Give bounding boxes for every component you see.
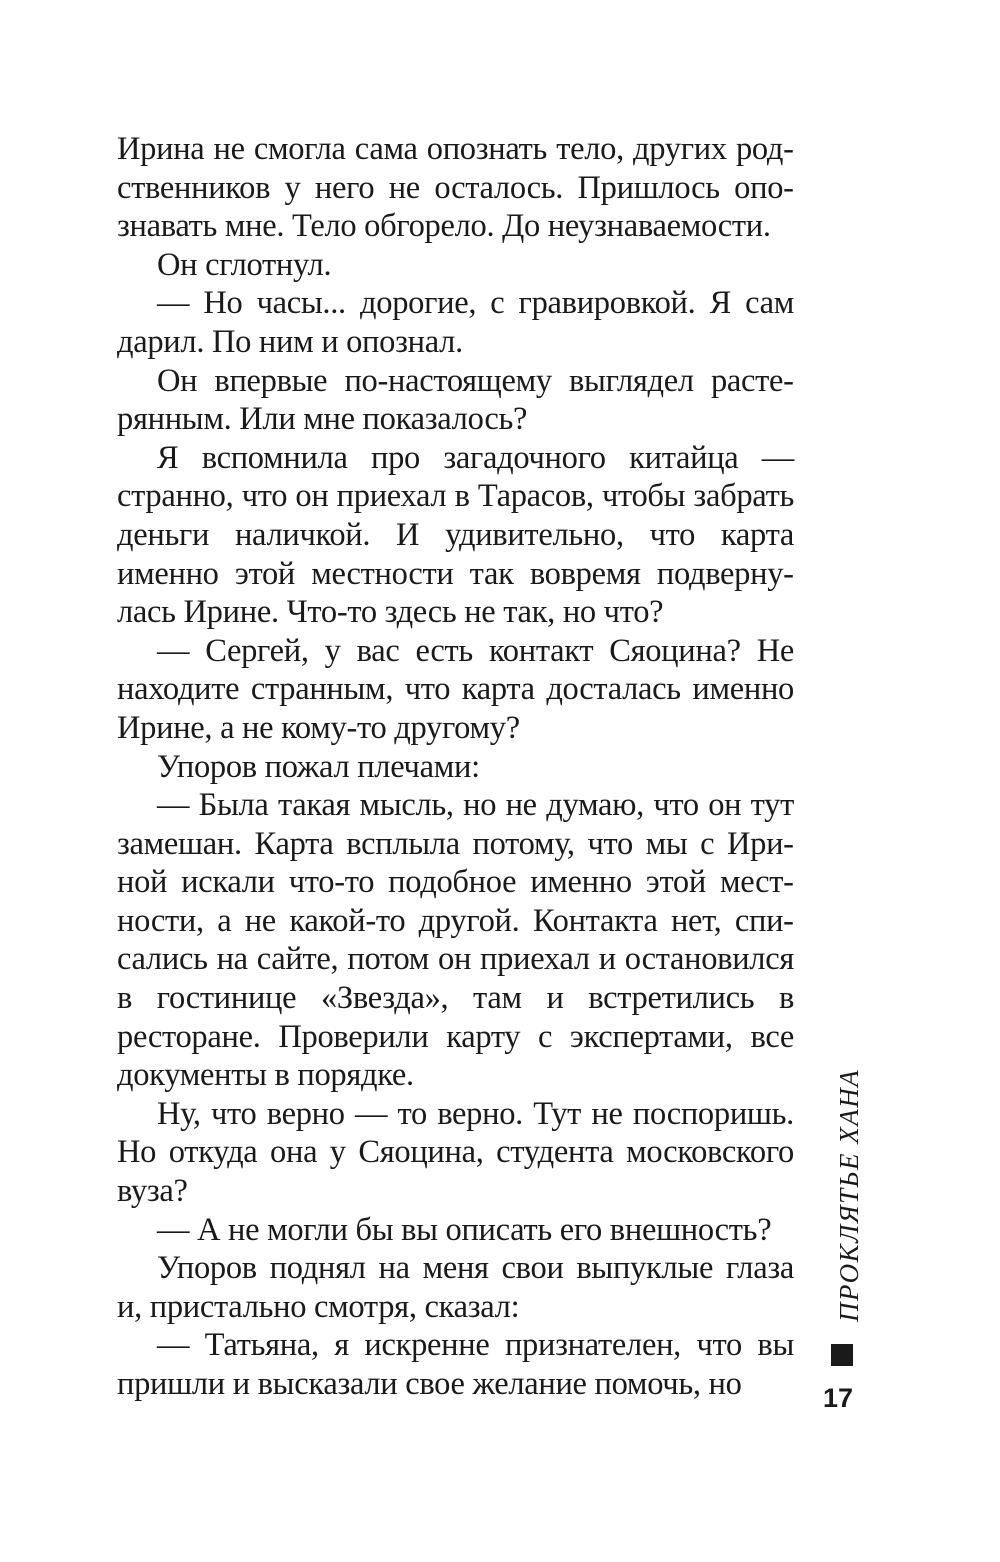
body-text	[117, 130, 794, 1404]
paragraph: — А не могли бы вы описать его внешность?	[157, 1211, 772, 1248]
paragraph: — Но часы... дорогие, с гравировкой. Я сам дарил. По ним и опознал.	[117, 285, 794, 360]
running-header	[812, 1068, 864, 1382]
paragraph: Ирина не смогла сама опознать тело, других родственников у него не осталось. Пришлось опознавать мне. Тело обгорело. До неузнаваемости.	[117, 131, 794, 245]
paragraph: Он впервые по-настоящему выглядел растерянным. Или мне показалось?	[117, 362, 794, 438]
page-number: 17	[822, 1383, 854, 1413]
paragraph: Он сглотнул.	[157, 246, 332, 283]
paragraph: — Была такая мысль, но не думаю, что он тут замешан. Карта всплыла потому, что мы с Ириной искали что-то подобное именно этой местности, а не какой-то другой. Контакта нет, списались на сайте, потом он приехал и остановился в гостинице «Звезда», там и встретились в ресторане. Проверили карту с экспертами, все документы в порядке.	[117, 787, 794, 1094]
paragraph: Ну, что верно — то верно. Тут не поспоришь. Но откуда она у Сяоцина, студента московского вуза?	[117, 1095, 794, 1210]
paragraph: — Сергей, у вас есть контакт Сяоцина? Не находите странным, что карта досталась именно Ирине, а не кому-то другому?	[117, 632, 794, 746]
paragraph: Я вспомнила про загадочного китайца — странно, что он приехал в Тарасов, чтобы забрать деньги наличкой. И удивительно, что карта именно этой местности так вовремя подвернулась Ирине. Что-то здесь не так, но что?	[117, 439, 794, 631]
paragraph: — Татьяна, я искренне признателен, что вы пришли и высказали свое желание помочь, но	[117, 1327, 794, 1402]
square-marker-icon	[831, 1344, 853, 1366]
paragraph: Упоров пожал плечами:	[157, 748, 480, 785]
paragraph: Упоров поднял на меня свои выпуклые глаза и, пристально смотря, сказал:	[117, 1250, 794, 1325]
running-title: ПРОКЛЯТЬЕ ХАНА	[834, 1068, 864, 1322]
